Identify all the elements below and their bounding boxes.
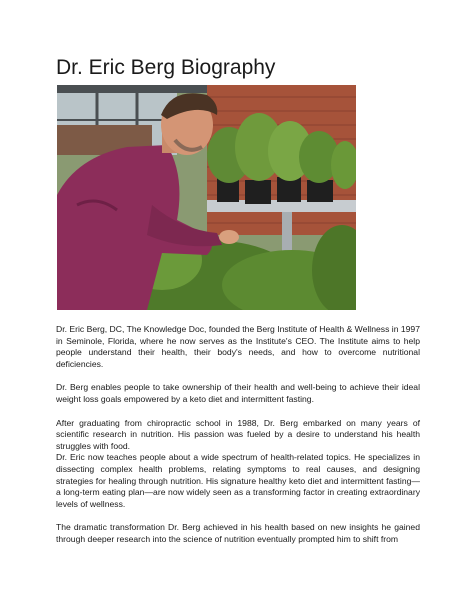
paragraph-education: After graduating from chiropractic school in 1988, Dr. Berg embarked on many years of scientific research in nutrition. His passion was fueled by a desire to understand his health struggles with food.: [56, 417, 420, 451]
document-title: Dr. Eric Berg Biography: [56, 56, 276, 79]
paragraph-intro: Dr. Eric Berg, DC, The Knowledge Doc, founded the Berg Institute of Health & Wellness in 1997 in Seminole, Florida, where he now serves as the Institute's CEO. The Institute aims to help people understand their health, their body's needs, and how to overcome nutritional deficiencies.: [56, 324, 420, 369]
paragraph-ownership: Dr. Berg enables people to take ownership of their health and well-being to achieve their ideal weight loss goals empowered by a keto diet and intermittent fasting.: [56, 382, 420, 404]
biography-body: [56, 324, 420, 546]
paragraph-transformation: The dramatic transformation Dr. Berg achieved in his health based on new insights he gained through deeper research into the science of nutrition eventually prompted him to shift from: [56, 522, 420, 544]
paragraph-teaching: Dr. Eric now teaches people about a wide spectrum of health-related topics. He specializes in dissecting complex health problems, relating symptoms to real causes, and designing strategies for healing through nutrition. His signature healthy keto diet and intermittent fasting—a long-term eating plan—are now widely seen as a transforming factor in creating extraordinary levels of wellness.: [56, 452, 420, 509]
biography-photo: [57, 85, 356, 310]
